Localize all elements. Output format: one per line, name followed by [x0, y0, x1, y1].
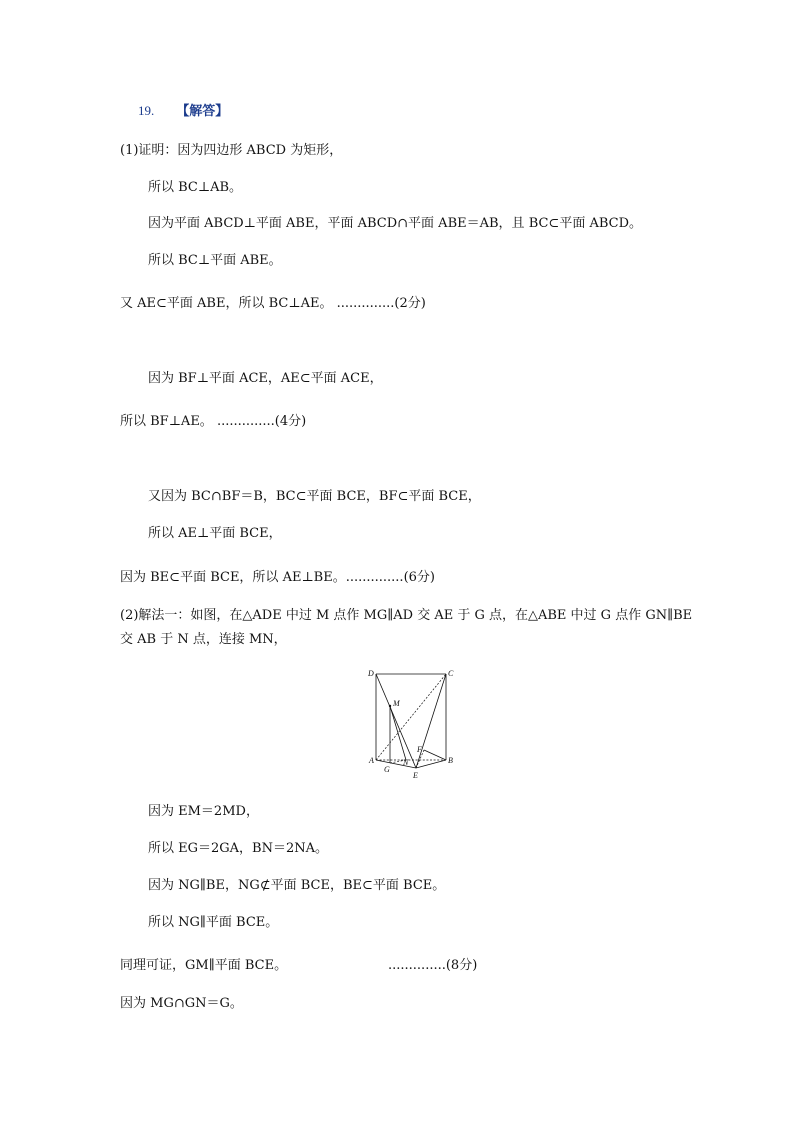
label-E: E	[413, 771, 418, 780]
solution-line-2: 交 AB 于 N 点，连接 MN，	[120, 632, 287, 647]
edge-BE	[416, 760, 446, 768]
label-D: D	[368, 669, 374, 678]
solution-line-7: 同理可证，GM∥平面 BCE。	[120, 958, 288, 973]
solution-line-3: 因为 EM＝2MD，	[148, 804, 259, 819]
label-C: C	[448, 669, 454, 678]
proof-line-7: 所以 BF⊥AE。 ..............(4分)	[120, 414, 307, 429]
proof-line-4: 所以 BC⊥平面 ABE。	[148, 253, 282, 268]
proof-line-2: 所以 BC⊥AB。	[148, 180, 243, 195]
edge-AC	[376, 674, 446, 760]
label-G: G	[384, 765, 390, 774]
proof-line-1: (1)证明：因为四边形 ABCD 为矩形，	[120, 143, 343, 158]
segment-BF	[424, 750, 446, 760]
solution-line-5: 因为 NG∥BE，NG⊄平面 BCE，BE⊂平面 BCE。	[148, 878, 446, 893]
solution-line-1: (2)解法一：如图，在△ADE 中过 M 点作 MG∥AD 交 AE 于 G 点，在△ABE 中过 G 点作 GN∥BE	[120, 608, 693, 623]
solution-line-4: 所以 EG＝2GA，BN＝2NA。	[148, 841, 329, 856]
edge-AE	[376, 760, 416, 768]
solution-line-7-score: ..............(8分)	[388, 958, 478, 973]
question-number: 19.	[138, 103, 155, 118]
edge-DE	[376, 674, 416, 768]
proof-line-8: 又因为 BC∩BF＝B，BC⊂平面 BCE，BF⊂平面 BCE，	[148, 489, 481, 504]
question-heading	[138, 102, 228, 121]
label-M: M	[393, 699, 400, 708]
point-M	[389, 705, 391, 707]
segment-MN	[390, 706, 406, 760]
geometry-figure	[362, 664, 462, 784]
proof-line-9: 所以 AE⊥平面 BCE，	[148, 526, 282, 541]
solution-line-8: 因为 MG∩GN＝G。	[120, 996, 243, 1011]
label-A: A	[369, 756, 374, 765]
answer-label: 【解答】	[176, 104, 229, 119]
solution-line-6: 所以 NG∥平面 BCE。	[148, 915, 279, 930]
label-F: F	[417, 745, 422, 754]
proof-line-5: 又 AE⊂平面 ABE，所以 BC⊥AE。 ..............(2分)	[120, 296, 426, 311]
label-N: N	[403, 758, 409, 767]
label-B: B	[448, 756, 453, 765]
proof-line-3: 因为平面 ABCD⊥平面 ABE，平面 ABCD∩平面 ABE＝AB，且 BC⊂平面 ABCD。	[148, 216, 643, 231]
proof-line-6: 因为 BF⊥平面 ACE，AE⊂平面 ACE，	[148, 371, 383, 386]
proof-line-10: 因为 BE⊂平面 BCE，所以 AE⊥BE。..............(6分)	[120, 570, 435, 585]
